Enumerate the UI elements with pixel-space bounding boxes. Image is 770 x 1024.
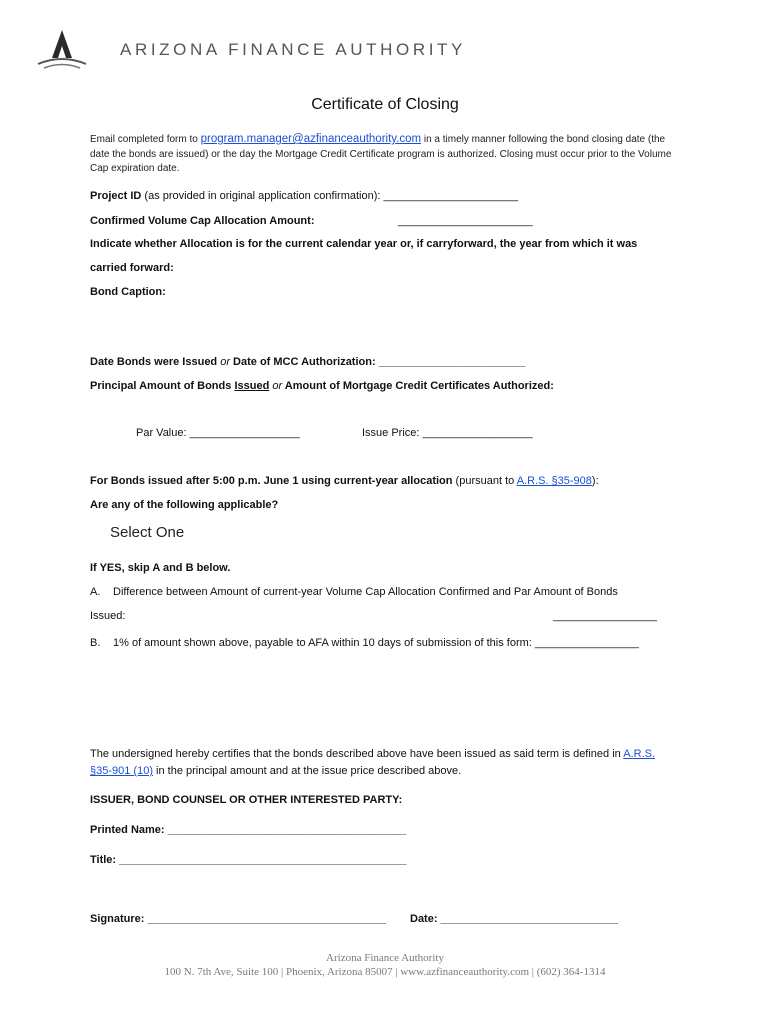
ars-35-908-link[interactable]: A.R.S. §35-908 [516,475,592,487]
date-or: or [220,356,230,368]
principal-b: Amount of Mortgage Credit Certificates Authorized: [282,380,554,392]
project-id-row[interactable] [90,190,518,202]
issuer-heading: ISSUER, BOND COUNSEL OR OTHER INTERESTED PARTY: [90,794,403,806]
issued-field[interactable]: _________________ [553,610,658,622]
volume-cap-field[interactable]: ______________________ [398,215,533,227]
item-b-label: B. [90,637,101,649]
afa-logo [36,28,88,72]
principal-or: or [269,380,283,392]
principal-amount-row [90,380,554,392]
page-title: Certificate of Closing [311,96,459,113]
issued-label: Issued: [90,610,126,622]
signature-field[interactable]: Signature: _______________________________________ [90,913,387,925]
volume-cap-label: Confirmed Volume Cap Allocation Amount: [90,215,315,227]
date-issued-row[interactable] [90,356,526,368]
date-label-a: Date Bonds were Issued [90,356,221,368]
bond-caption-label: Bond Caption: [90,286,166,298]
item-a-label: A. [90,586,101,598]
intro-text: Email completed form to [90,134,201,145]
certify-text-a: The undersigned hereby certifies that the bonds described above have been issued as said term is defined in [90,748,624,760]
date-label-b[interactable]: Date of MCC Authorization: ________________________ [230,356,526,368]
bonds-after-rest-a: (pursuant to [452,475,517,487]
item-b-text[interactable]: 1% of amount shown above, payable to AFA within 10 days of submission of this form: _________________ [113,637,639,649]
title-field[interactable]: Title: _______________________________________________ [90,854,407,866]
project-id-label: Project ID [90,190,142,202]
footer-org: Arizona Finance Authority [326,952,444,964]
bonds-after-bold: For Bonds issued after 5:00 p.m. June 1 using current-year allocation [90,475,453,487]
ars-link-part-b[interactable]: §35-901 (10) [90,765,153,777]
certify-text-b: in the principal amount and at the issue price described above. [153,765,462,777]
issue-price-field[interactable]: Issue Price: __________________ [362,427,533,439]
item-a-text: Difference between Amount of current-year Volume Cap Allocation Confirmed and Par Amount of Bonds [113,586,618,598]
date-field[interactable]: Date: _____________________________ [410,913,618,925]
certify-line2 [90,765,461,777]
afa-triangle-logo-icon [36,28,88,72]
ars-link-part-a[interactable]: A.R.S. [623,748,656,760]
principal-a: Principal Amount of Bonds [90,380,235,392]
principal-issued: Issued [234,380,270,392]
par-value-field[interactable]: Par Value: __________________ [136,427,300,439]
brand-name: ARIZONA FINANCE AUTHORITY [120,40,466,59]
applicable-select[interactable]: Select One [110,524,185,541]
allocation-question-cont: carried forward: [90,262,174,274]
intro-text-rest: in a timely manner following the bond closing date (the date the bonds are issued) or the day the Mortgage Credit Certificate program is authorized. Closing must occur prior to the Volume Cap expiration date. [90,134,672,174]
project-id-field[interactable]: (as provided in original application confirmation): ______________________ [141,190,519,202]
applicable-question: Are any of the following applicable? [90,499,279,511]
intro-paragraph [90,132,680,177]
if-yes-note: If YES, skip A and B below. [90,562,231,574]
bonds-after-rest-b: ): [591,475,599,487]
allocation-question: Indicate whether Allocation is for the current calendar year or, if carryforward, the year from which it was [90,238,638,250]
bonds-after-row [90,475,599,487]
footer-contact: 100 N. 7th Ave, Suite 100 | Phoenix, Arizona 85007 | www.azfinanceauthority.com | (602) 364-1314 [164,966,606,978]
email-link[interactable]: program.manager@azfinanceauthority.com [200,133,422,145]
certify-line1 [90,748,655,760]
printed-name-field[interactable]: Printed Name: _______________________________________ [90,824,407,836]
